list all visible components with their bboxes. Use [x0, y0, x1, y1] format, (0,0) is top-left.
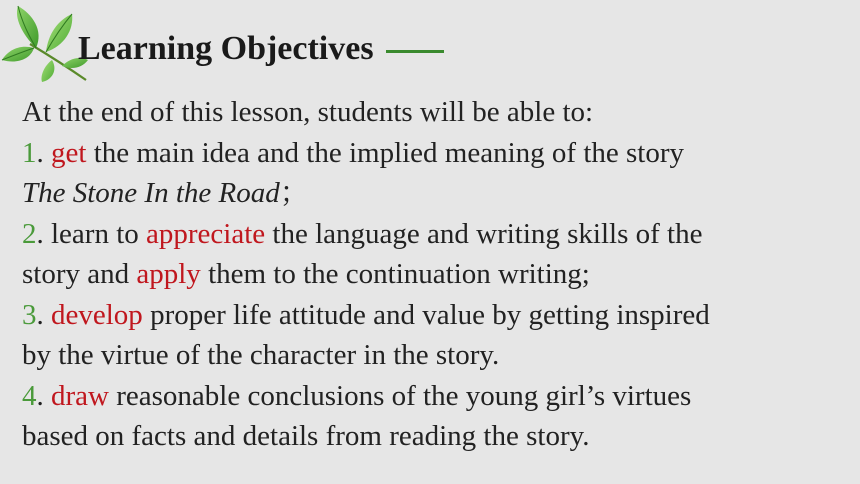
objective-1-line-2 [22, 173, 852, 214]
objective-verb: apply [136, 258, 201, 290]
objective-text: the main idea and the implied meaning of the story [86, 136, 684, 169]
objective-text: . [36, 379, 51, 412]
story-title: The Stone In the Road [22, 177, 280, 209]
objective-text: . [36, 136, 51, 169]
objective-verb: appreciate [146, 217, 266, 250]
objective-verb: get [51, 136, 87, 169]
objective-text: story and [22, 258, 137, 290]
page-title: Learning Objectives [78, 30, 374, 67]
objective-text: . [36, 298, 51, 331]
objective-1-line-1 [22, 133, 852, 174]
objective-text: reasonable conclusions of the young girl’s virtues [108, 379, 692, 412]
objective-verb: draw [51, 379, 109, 412]
objective-4-line-2 [22, 416, 852, 457]
objective-4-line-1 [22, 376, 852, 417]
title-row [78, 26, 444, 72]
objectives-body [22, 92, 852, 457]
objective-text: ； [279, 177, 309, 209]
objective-2-line-1 [22, 214, 852, 255]
title-dash-divider [386, 50, 444, 53]
objective-verb: develop [51, 298, 143, 331]
objective-text: based on facts and details from reading the story. [22, 420, 590, 452]
objective-text: . learn to [36, 217, 147, 250]
objective-text: them to the continuation writing; [200, 258, 590, 290]
objective-number: 4 [22, 379, 37, 412]
objective-number: 1 [22, 136, 37, 169]
objective-number: 2 [22, 217, 37, 250]
objective-text: proper life attitude and value by getting inspired [142, 298, 710, 331]
objective-2-line-2 [22, 254, 852, 295]
intro-line: At the end of this lesson, students will be able to: [22, 96, 594, 128]
objective-3-line-2 [22, 335, 852, 376]
objective-text: the language and writing skills of the [265, 217, 703, 250]
objective-3-line-1 [22, 295, 852, 336]
objective-text: by the virtue of the character in the story. [22, 339, 500, 371]
objective-number: 3 [22, 298, 37, 331]
